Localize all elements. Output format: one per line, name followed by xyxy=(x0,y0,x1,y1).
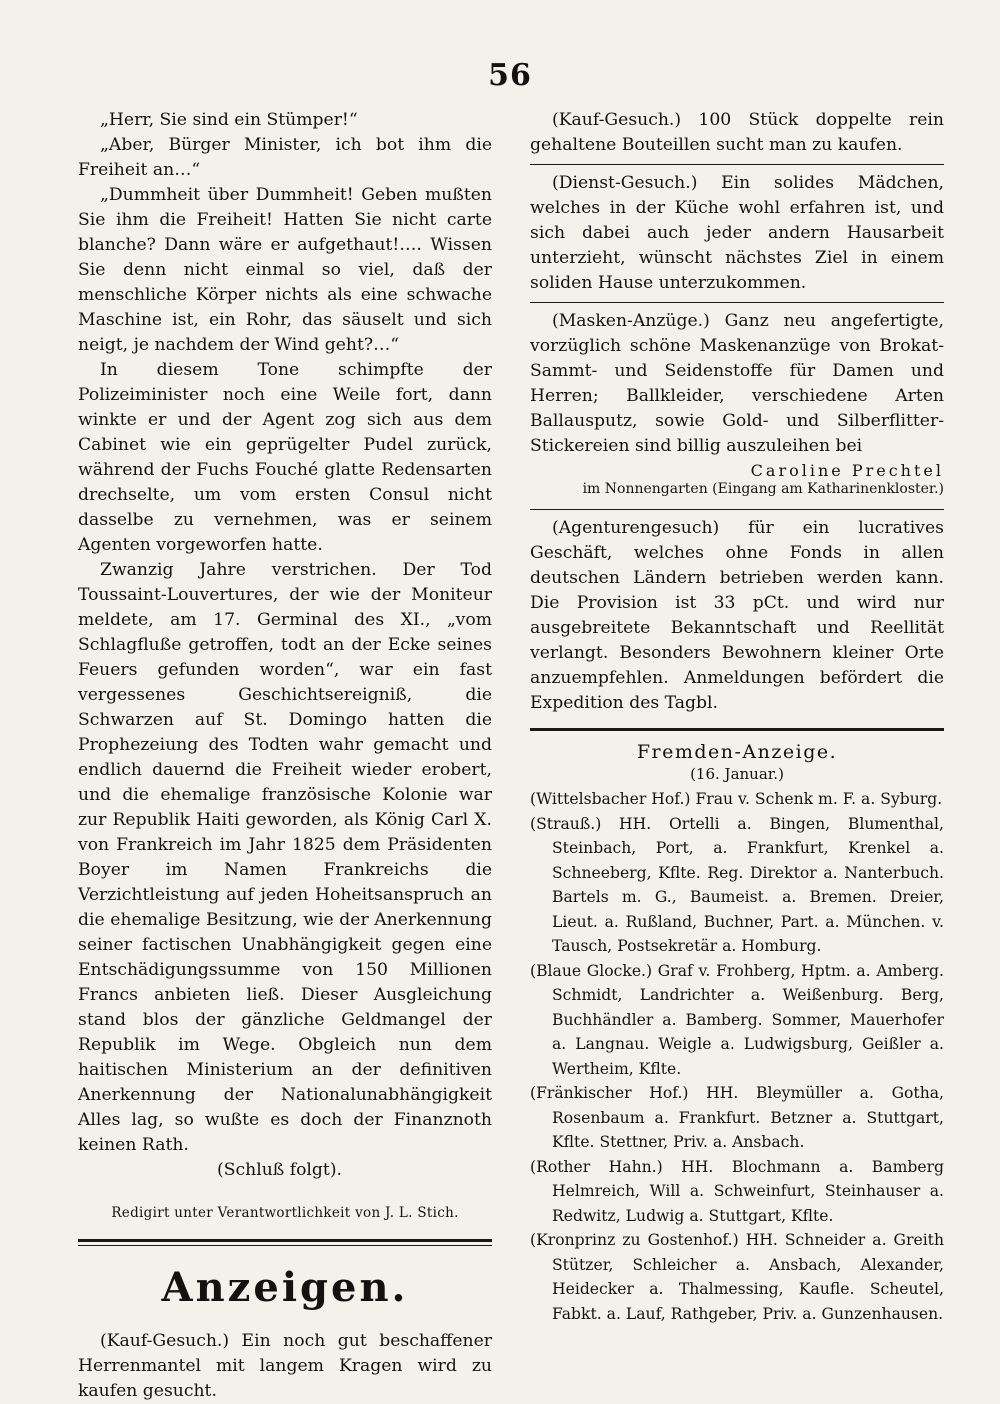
ad-kauf-gesuch: (Kauf-Gesuch.) Ein noch gut beschaffener Herrenmantel mit langem Kragen wird zu kaufen gesucht. xyxy=(78,1331,492,1401)
page-number: 56 xyxy=(488,58,532,93)
advertiser-address: im Nonnengarten (Eingang am Katharinenkloster.) xyxy=(582,481,944,497)
fremden-entry: (Fränkischer Hof.) HH. Bleymüller a. Gotha, Rosenbaum a. Frankfurt. Betzner a. Stuttgart, Kflte. Stettner, Priv. a. Ansbach. xyxy=(530,1084,944,1151)
fremden-entry: (Kronprinz zu Gostenhof.) HH. Schneider a. Greith Stützer, Schleicher a. Ansbach, Alexander, Heidecker a. Thalmessing, Kaufle. Scheutel, Fabkt. a. Lauf, Rathgeber, Priv. a. Gunzenhausen. xyxy=(530,1231,944,1323)
continuation-note: (Schluß folgt). xyxy=(217,1160,342,1180)
story-paragraph: „Aber, Bürger Minister, ich bot ihm die Freiheit an…“ xyxy=(78,135,492,180)
editor-line: Redigirt unter Verantwortlichkeit von J. L. Stich. xyxy=(111,1205,459,1221)
ad-divider xyxy=(530,509,944,510)
left-column xyxy=(78,108,492,1404)
section-divider xyxy=(530,728,944,731)
ad-divider xyxy=(530,302,944,303)
section-divider xyxy=(78,1239,492,1246)
ads-heading: Anzeigen. xyxy=(161,1264,409,1311)
fremden-entry: (Rother Hahn.) HH. Blochmann a. Bamberg Helmreich, Will a. Schweinfurt, Steinhauser a. Redwitz, Ludwig a. Stuttgart, Kflte. xyxy=(530,1157,944,1225)
ad-dienst-gesuch: (Dienst-Gesuch.) Ein solides Mädchen, welches in der Küche wohl erfahren ist, und sich dabei auch jeder andern Hausarbeit unterzieht, wünscht nächstes Ziel in einem soliden Hause unterzukommen. xyxy=(530,173,944,293)
fremden-heading: Fremden-Anzeige. xyxy=(636,741,838,763)
right-column xyxy=(530,108,944,1326)
story-paragraph: Zwanzig Jahre verstrichen. Der Tod Toussaint-Louvertures, der wie der Moniteur meldete, am 17. Germinal des XI., „vom Schlagfluße getroffen, todt an der Ecke seines Feuers gefunden worden“, war ein fast vergessenes Geschichtsereigniß, die Schwarzen auf St. Domingo hatten die Prophezeiung des Todten wahr gemacht und endlich dauernd die Freiheit wieder erobert, und die ehemalige französische Kolonie war zur Republik Haiti geworden, als König Carl X. von Frankreich im Jahr 1825 dem Präsidenten Boyer im Namen Frankreichs die Verzichtleistung auf jeden Hoheitsanspruch an die ehemalige Besitzung, wie der Anerkennung seiner factischen Unabhängigkeit gegen eine Entschädigungssumme von 150 Millionen Francs anbieten ließ. Dieser Ausgleichung stand blos der gänzliche Geldmangel der Republik im Wege. Obgleich nun dem haitischen Ministerium an der definitiven Anerkennung der Nationalunabhängigkeit Alles lag, so wußte es doch der Finanznoth keinen Rath. xyxy=(78,560,492,1155)
story-paragraph: In diesem Tone schimpfte der Polizeiminister noch eine Weile fort, dann winkte er und der Agent zog sich aus dem Cabinet wie ein geprügelter Pudel zurück, während der Fuchs Fouché glatte Redensarten drechselte, um vom ersten Consul nicht dasselbe zu vernehmen, was er seinem Agenten vorgeworfen hatte. xyxy=(78,360,492,555)
ad-agenturengesuch: (Agenturengesuch) für ein lucratives Geschäft, welches ohne Fonds in allen deutschen Ländern betrieben werden kann. Die Provision ist 33 pCt. und wird nur ausgebreitete Bekanntschaft und Reellität verlangt. Besonders Bewohnern kleiner Orte anzuempfehlen. Anmeldungen befördert die Expedition des Tagbl. xyxy=(530,518,944,713)
ad-kauf-gesuch: (Kauf-Gesuch.) 100 Stück doppelte rein gehaltene Bouteillen sucht man zu kaufen. xyxy=(530,110,944,155)
story-paragraph: „Herr, Sie sind ein Stümper!“ xyxy=(100,110,358,130)
advertiser-name: Caroline Prechtel xyxy=(750,461,944,480)
fremden-entry: (Blaue Glocke.) Graf v. Frohberg, Hptm. a. Amberg. Schmidt, Landrichter a. Weißenburg. Berg, Buchhändler a. Bamberg. Sommer, Mauerhofer a. Langnau. Weigle a. Ludwigsburg, Geißler a. Wertheim, Kflte. xyxy=(530,961,944,1078)
fremden-entry: (Wittelsbacher Hof.) Frau v. Schenk m. F. a. Syburg. xyxy=(530,790,943,808)
ad-divider xyxy=(530,164,944,165)
fremden-date: (16. Januar.) xyxy=(690,765,784,783)
story-paragraph: „Dummheit über Dummheit! Geben mußten Sie ihm die Freiheit! Hatten Sie nicht carte blanche? Dann wäre er aufgethaut!…. Wissen Sie denn nicht einmal so viel, daß der menschliche Körper nichts als eine schwache Maschine ist, ein Rohr, das säuselt und sich neigt, je nachdem der Wind geht?…“ xyxy=(78,185,492,355)
ad-masken-anzuege: (Masken-Anzüge.) Ganz neu angefertigte, vorzüglich schöne Maskenanzüge von Brokat-Sammt- und Seidenstoffe für Damen und Herren; Ballkleider, verschiedene Arten Ballausputz, sowie Gold- und Silberflitter-Stickereien sind billig auszuleihen bei xyxy=(530,311,944,456)
fremden-entry: (Strauß.) HH. Ortelli a. Bingen, Blumenthal, Steinbach, Port, a. Frankfurt, Krenkel a. Schneeberg, Kflte. Reg. Direktor a. Nanterbuch. Bartels m. G., Baumeist. a. Bremen. Dreier, Lieut. a. Rußland, Buchner, Part. a. München. v. Tausch, Postsekretär a. Homburg. xyxy=(530,814,944,955)
